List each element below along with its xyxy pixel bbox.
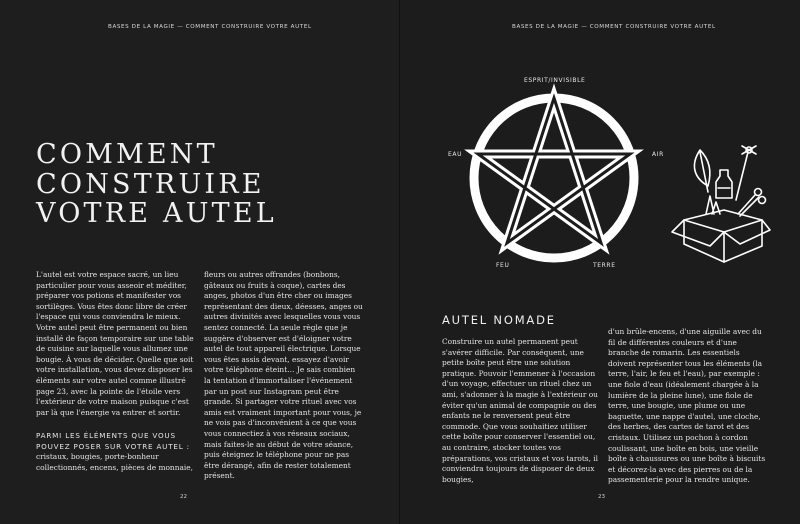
list-items: cristaux, bougies, porte-bonheur collectionnés, encens, pièces de monnaie, — [36, 452, 193, 472]
label-fire: FEU — [496, 262, 510, 269]
label-spirit: ESPRIT/INVISIBLE — [524, 77, 586, 84]
page-number: 22 — [180, 494, 188, 500]
page-title — [36, 140, 277, 229]
wand-icon — [736, 152, 748, 200]
body-paragraph-4: d'un brûle-encens, d'une aiguille avec du fil de différentes couleurs et d'une branche de romarin. Les essentiels doivent représenter tous les éléments (la terre, l'air, le feu et l'eau), par exemple : une fiole d'eau (idéalement chargée à la lumière de la pleine lune), une fiole de terre, une bougie, une plume ou une baguette, une nappe d'autel, une cloche, des herbes, des cartes de tarot et des cristaux. Utilisez un pochon à cordon coulissant, une boîte en bois, une vieille boîte à chaussures ou une boîte à biscuits et décorez-la avec des pierres ou de la passementerie pour la rendre unique. — [608, 327, 766, 485]
label-earth: TERRE — [593, 262, 616, 269]
running-head: BASES DE LA MAGIE — COMMENT CONSTRUIRE VOTRE AUTEL — [108, 24, 312, 30]
label-water: EAU — [448, 151, 463, 158]
list-intro: PARMI LES ÉLÉMENTS QUE VOUS POUVEZ POSER SUR VOTRE AUTEL : — [36, 431, 190, 451]
title-line: COMMENT — [36, 139, 218, 170]
title-line: CONSTRUIRE — [36, 168, 265, 200]
potion-bottle-icon — [716, 170, 732, 198]
title-line: VOTRE AUTEL — [36, 198, 277, 229]
feather-icon — [694, 150, 709, 186]
body-paragraph: L'autel est votre espace sacré, un lieu particulier pour vous asseoir et méditer, préparer vos potions et manifester vos sortilèges. Vous êtes donc libre de créer l'espace qui vous conviendra le mieux. Votre autel peut être permanent ou bien installé de façon temporaire sur une table de cuisine sur laquelle vous allumez une bougie. À vous de décider. Quelle que soit votre installation, vous devez disposer les éléments sur votre autel comme illustré page 23, avec la pointe de l'étoile vers l'extérieur de votre maison puisque c'est par là que l'énergie va entrer et sortir. — [36, 270, 194, 417]
running-head: BASES DE LA MAGIE — COMMENT CONSTRUIRE VOTRE AUTEL — [512, 24, 716, 30]
label-air: AIR — [652, 151, 664, 158]
body-paragraph-2: fleurs ou autres offrandes (bonbons, gâteaux ou fruits à coque), cartes des anges, photos d'un être cher ou images représentant des dieux, déesses, anges ou autres divinités avec lesquelles vous vous sentez connecté. La seule règle que je suggère d'observer est d'éloigner votre autel de tout appareil électrique. Lorsque vous êtes assis devant, essayez d'avoir votre téléphone éteint… Je sais combien la tentation d'immortaliser l'événement par un post sur Instagram peut être grande. Si partager votre rituel avec vos amis est vraiment important pour vous, je ne vois pas d'inconvénient à ce que vous vous connectiez à vos réseaux sociaux, mais faites-le au début de votre séance, puis éteignez le téléphone pour ne pas être dérangé, afin de rester totalement présent. — [204, 270, 363, 481]
altar-box-icon — [680, 140, 770, 270]
section-subtitle: AUTEL NOMADE — [442, 313, 556, 327]
body-paragraph-3: Construire un autel permanent peut s'avérer difficile. Par conséquent, une petite boîte peut être une solution pratique. Pouvoir l'emmener à l'occasion d'un voyage, effectuer un rituel chez un ami, s'adonner à la magie à l'extérieur ou éviter qu'un animal de compagnie ou des enfants ne le renversent peut être commode. Que vous souhaitiez utiliser cette boîte pour conserver l'essentiel ou, au contraire, stocker toutes vos préparations, vos cristaux et vos tarots, il conviendra toujours de disposer de deux bougies, — [442, 337, 599, 484]
page-number: 23 — [598, 494, 606, 500]
pentagram-icon — [470, 88, 650, 260]
